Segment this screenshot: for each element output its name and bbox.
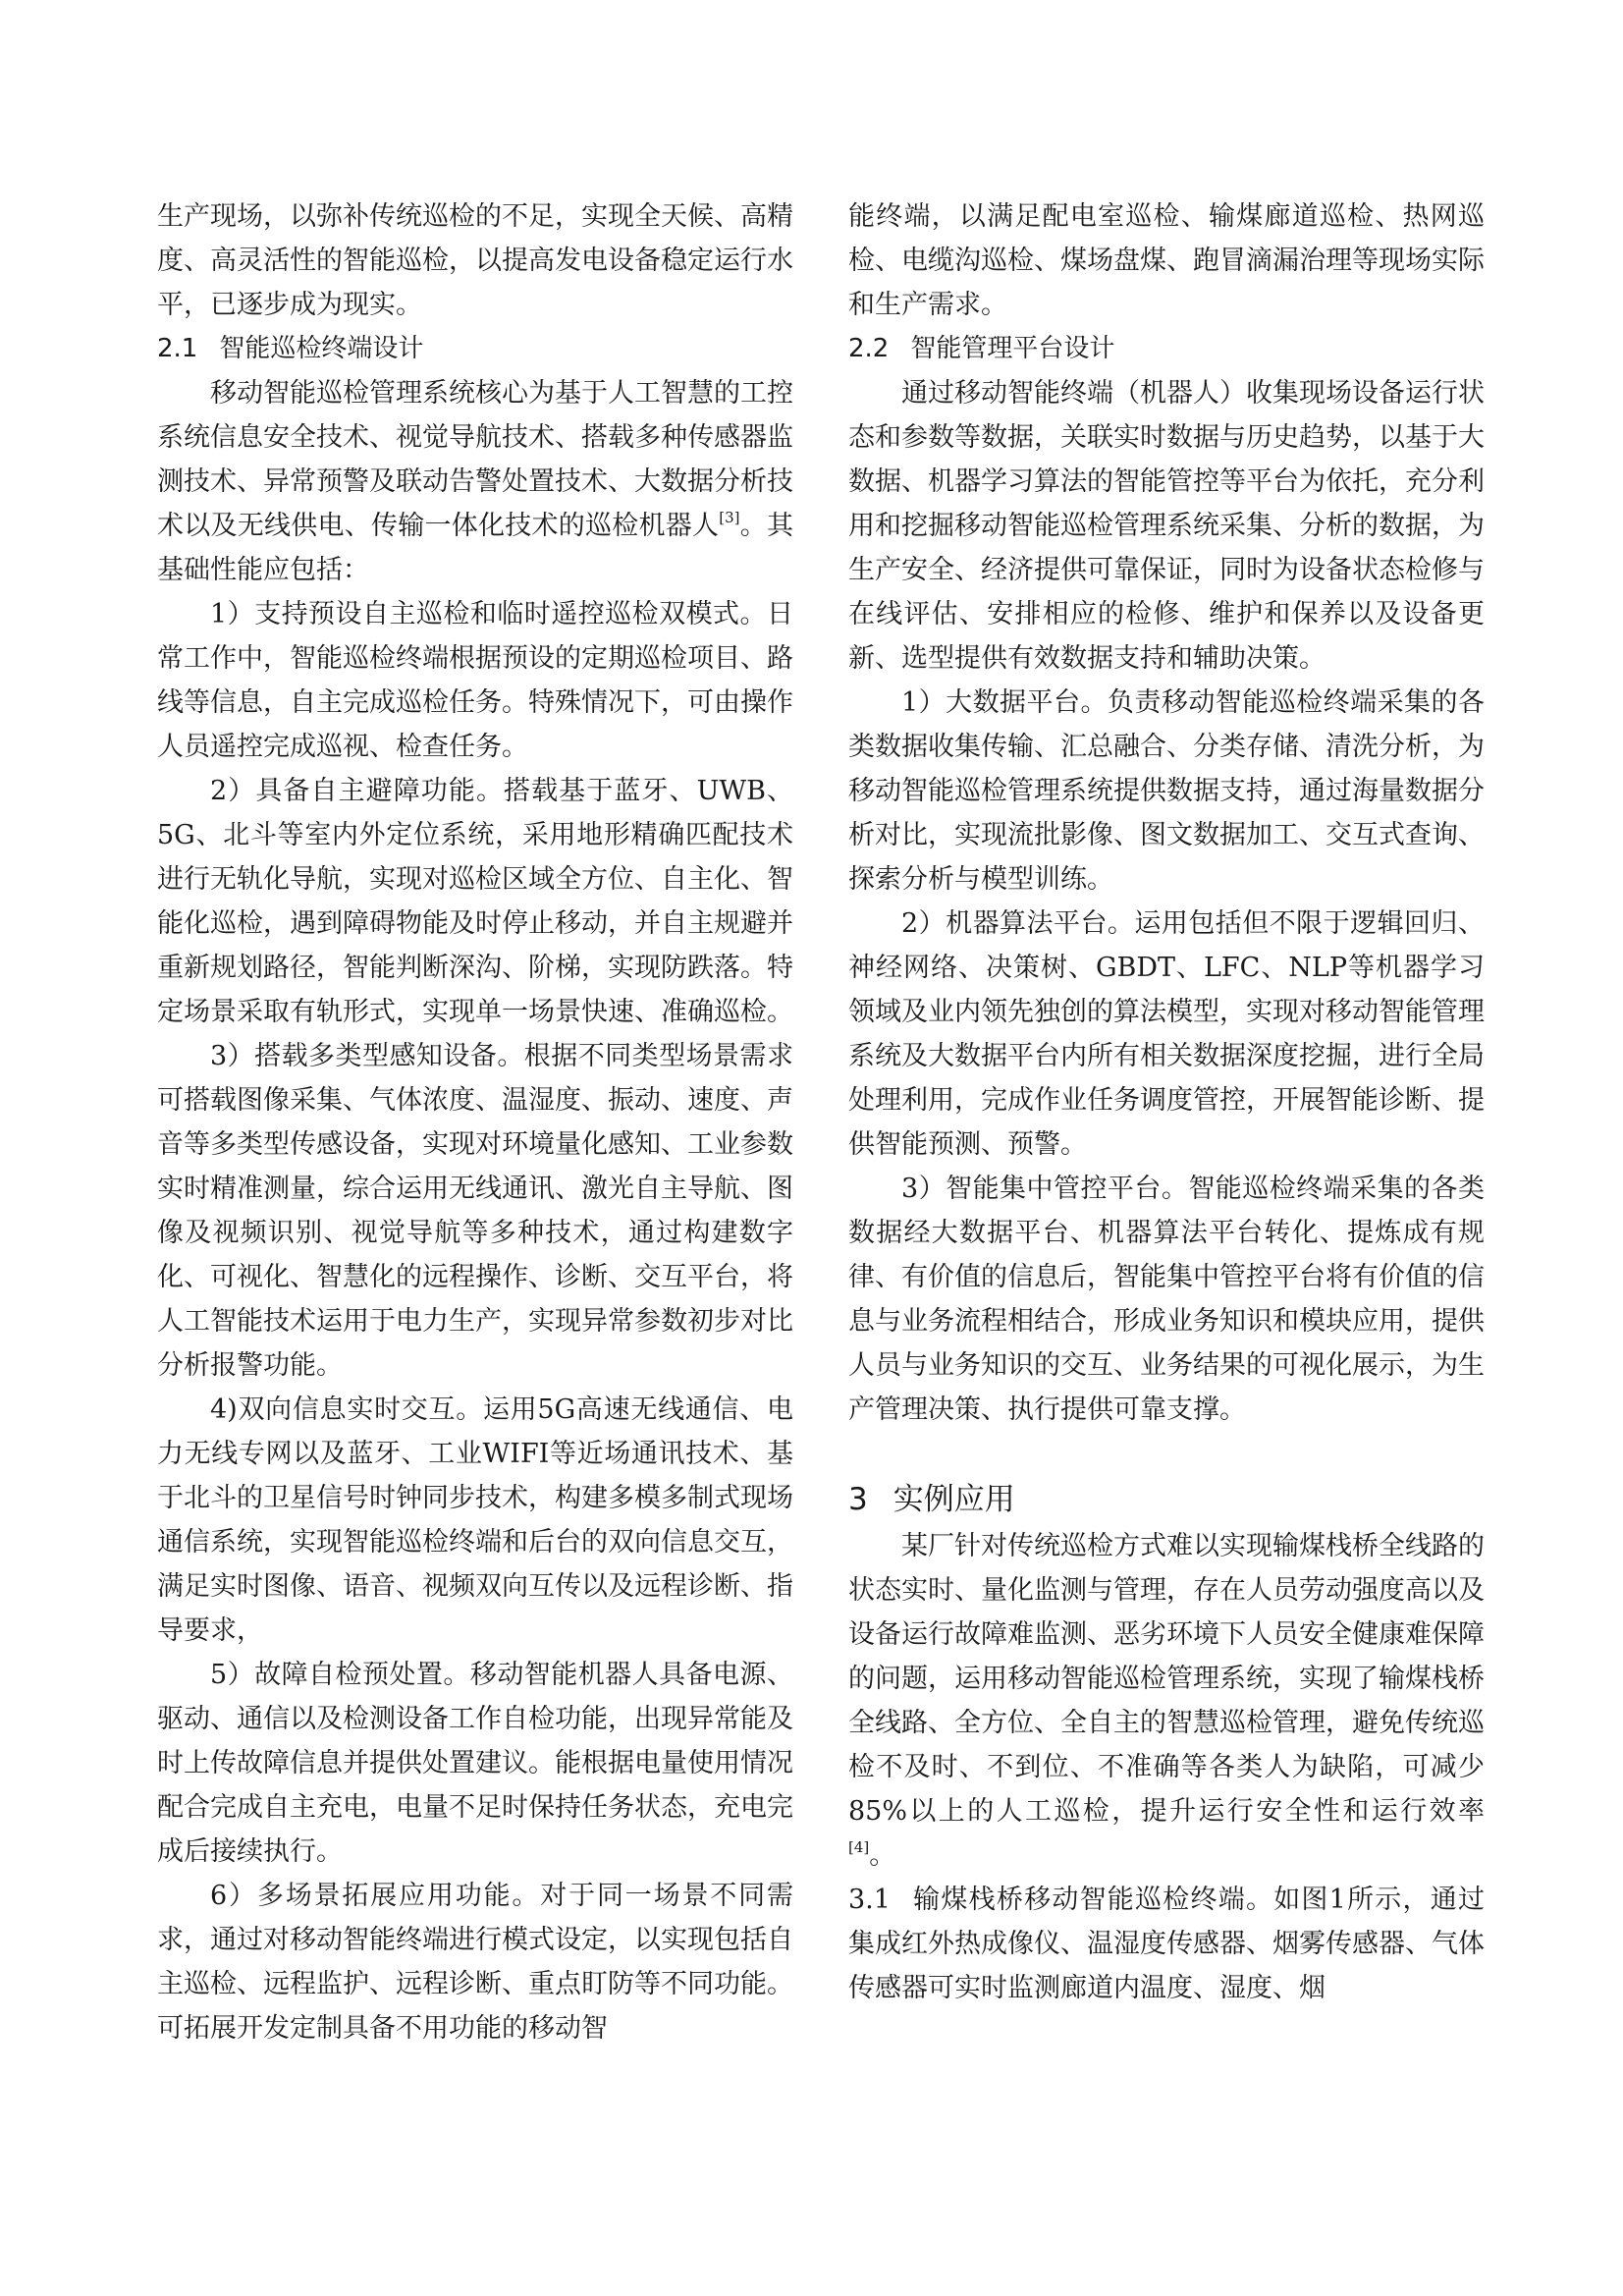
paragraph: [157, 371, 793, 592]
paragraph-text: 某厂针对传统巡检方式难以实现输煤栈桥全线路的状态实时、量化监测与管理，存在人员劳动强度高以及设备运行故障难监测、恶劣环境下人员安全健康难保障的问题，运用移动智能巡检管理系统，实现了输煤栈桥全线路、全方位、全自主的智慧巡检管理，避免传统巡检不及时、不到位、不准确等各类人为缺陷，可减少85%以上的人工巡检，提升运行安全性和运行效率: [848, 1531, 1485, 1827]
paragraph-text: 输煤栈桥移动智能巡检终端。如图1所示，通过集成红外热成像仪、温湿度传感器、烟雾传感器、气体传感器可实时监测廊道内温度、湿度、烟: [848, 1885, 1485, 2003]
paragraph: 通过移动智能终端（机器人）收集现场设备运行状态和参数等数据，关联实时数据与历史趋势，以基于大数据、机器学习算法的智能管控等平台为依托，充分利用和挖掘移动智能巡检管理系统采集、分析的数据，为生产安全、经济提供可靠保证，同时为设备状态检修与在线评估、安排相应的检修、维护和保养以及设备更新、选型提供有效数据支持和辅助决策。: [848, 378, 1485, 674]
left-column: [157, 194, 793, 2050]
paragraph-text: 移动智能巡检管理系统核心为基于人工智慧的工控系统信息安全技术、视觉导航技术、搭载多种传感器监测技术、异常预警及联动告警处置技术、大数据分析技术以及无线供电、传输一体化技术的巡检机器人: [157, 378, 793, 541]
paragraph-text: 。其基础性能应包括：: [157, 511, 793, 585]
section-title: 智能管理平台设计: [910, 334, 1115, 363]
paragraph: 4)双向信息实时交互。运用5G高速无线通信、电力无线专网以及蓝牙、工业WIFI等近场通讯技术、基于北斗的卫星信号时钟同步技术，构建多模多制式现场通信系统，实现智能巡检终端和后台的双向信息交互，满足实时图像、语音、视频双向互传以及远程诊断、指导要求，: [157, 1394, 793, 1646]
section-number: 3: [848, 1482, 868, 1517]
section-number: 2.2: [848, 334, 890, 363]
section-heading-3: [848, 1475, 1485, 1524]
paragraph-text: 。: [869, 1840, 896, 1871]
paragraph: 6）多场景拓展应用功能。对于同一场景不同需求，通过对移动智能终端进行模式设定，以实现包括自主巡检、远程监护、远程诊断、重点盯防等不同功能。可拓展开发定制具备不用功能的移动智: [157, 1881, 793, 2044]
paragraph: 2）具备自主避障功能。搭载基于蓝牙、UWB、5G、北斗等室内外定位系统，采用地形精确匹配技术进行无轨化导航，实现对巡检区域全方位、自主化、智能化巡检，遇到障碍物能及时停止移动，并自主规避并重新规划路径，智能判断深沟、阶梯，实现防跌落。特定场景采取有轨形式，实现单一场景快速、准确巡检。: [157, 776, 793, 1027]
section-title: 智能巡检终端设计: [219, 334, 424, 363]
citation: [4]: [848, 1838, 870, 1856]
section-number: 2.1: [157, 334, 198, 363]
paragraph: 1）支持预设自主巡检和临时遥控巡检双模式。日常工作中，智能巡检终端根据预设的定期巡检项目、路线等信息，自主完成巡检任务。特殊情况下，可由操作人员遥控完成巡视、检查任务。: [157, 599, 793, 762]
paragraph: 3）搭载多类型感知设备。根据不同类型场景需求可搭载图像采集、气体浓度、温湿度、振动、速度、声音等多类型传感设备，实现对环境量化感知、工业参数实时精准测量，综合运用无线通讯、激光自主导航、图像及视频识别、视觉导航等多种技术，通过构建数字化、可视化、智慧化的远程操作、诊断、交互平台，将人工智能技术运用于电力生产，实现异常参数初步对比分析报警功能。: [157, 1041, 793, 1381]
subsection-number: 3.1: [848, 1885, 891, 1915]
paragraph: 1）大数据平台。负责移动智能巡检终端采集的各类数据收集传输、汇总融合、分类存储、清洗分析，为移动智能巡检管理系统提供数据支持，通过海量数据分析对比，实现流批影像、图文数据加工、交互式查询、探索分析与模型训练。: [848, 687, 1485, 895]
section-title: 实例应用: [893, 1482, 1015, 1517]
paragraph: 3）智能集中管控平台。智能巡检终端采集的各类数据经大数据平台、机器算法平台转化、提炼成有规律、有价值的信息后，智能集中管控平台将有价值的信息与业务流程相结合，形成业务知识和模块应用，提供人员与业务知识的交互、业务结果的可视化展示，为生产管理决策、执行提供可靠支撑。: [848, 1174, 1485, 1425]
citation: [3]: [719, 509, 740, 526]
paragraph: 5）故障自检预处置。移动智能机器人具备电源、驱动、通信以及检测设备工作自检功能，出现异常能及时上传故障信息并提供处置建议。能根据电量使用情况配合完成自主充电，电量不足时保持任务状态，充电完成后接续执行。: [157, 1660, 793, 1867]
section-heading-2-1: [157, 327, 793, 371]
section-heading-2-2: [848, 327, 1485, 371]
right-column: [848, 194, 1485, 2010]
paragraph: 能终端，以满足配电室巡检、输煤廊道巡检、热网巡检、电缆沟巡检、煤场盘煤、跑冒滴漏治理等现场实际和生产需求。: [848, 201, 1485, 320]
paragraph: 生产现场，以弥补传统巡检的不足，实现全天候、高精度、高灵活性的智能巡检，以提高发电设备稳定运行水平，已逐步成为现实。: [157, 201, 793, 320]
paragraph: 2）机器算法平台。运用包括但不限于逻辑回归、神经网络、决策树、GBDT、LFC、NLP等机器学习领域及业内领先独创的算法模型，实现对移动智能管理系统及大数据平台内所有相关数据深度挖掘，进行全局处理利用，完成作业任务调度管控，开展智能诊断、提供智能预测、预警。: [848, 908, 1485, 1160]
paragraph: [848, 1878, 1485, 2010]
paragraph: [848, 1524, 1485, 1878]
